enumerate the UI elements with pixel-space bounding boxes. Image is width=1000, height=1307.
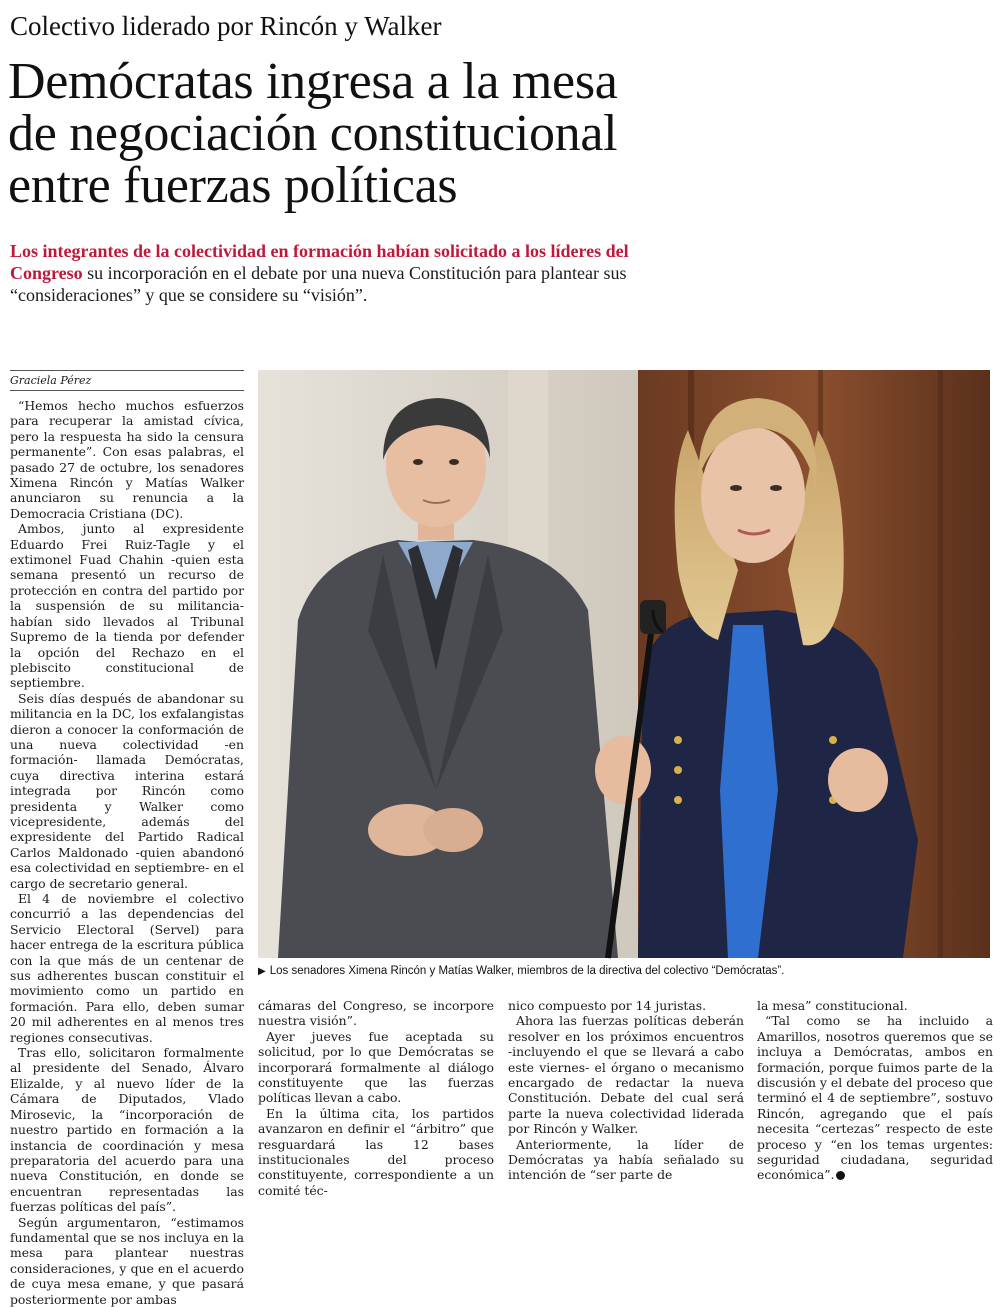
kicker: Colectivo liderado por Rincón y Walker — [10, 11, 442, 41]
caption-arrow-icon: ▶ — [258, 966, 266, 977]
paragraph: Ahora las fuerzas políticas deberán resolver en los próximos encuentros -incluyendo el que se llevará a cabo este viernes- el órgano o mecanismo encargado de redactar la nueva Constitución. Debate del cual será parte la nueva colectividad liderada por Rincón y Walker. — [508, 1013, 744, 1137]
subheadline — [10, 240, 690, 306]
paragraph: nico compuesto por 14 juristas. — [508, 998, 707, 1013]
headline — [8, 53, 988, 214]
article-column-2 — [258, 998, 494, 1198]
headline-line-1: Demócratas ingresa a la mesa — [8, 53, 618, 110]
subheadline-rest: su incorporación en el debate por una nueva Constitución para plantear sus “consideraciones” y que se considere su “visión”. — [10, 263, 627, 305]
paragraph: la mesa” constitucional. — [757, 998, 908, 1013]
paragraph: cámaras del Congreso, se incorpore nuestra visión”. — [258, 998, 494, 1029]
caption-text: Los senadores Ximena Rincón y Matías Walker, miembros de la directiva del colectivo “Demócratas”. — [269, 965, 785, 977]
article-photo — [258, 370, 990, 958]
paragraph: En la última cita, los partidos avanzaron en definir el “árbitro” que resguardará las 12 bases institucionales del proceso constituyente, correspondiente a un comité téc- — [258, 1105, 494, 1198]
paragraph: Anteriormente, la líder de Demócratas ya había señalado su intención de “ser parte de — [508, 1136, 744, 1183]
photo-caption — [258, 964, 990, 979]
paragraph: Tras ello, solicitaron formalmente al presidente del Senado, Álvaro Elizalde, y al nuevo líder de la Cámara de Diputados, Vlado Mirosevic, la “incorporación de nuestro partido en formación a la instancia de coordinación y mesa preparatoria del acuerdo para una nueva Constitución, en donde se encuentran representadas las fuerzas políticas del país”. — [10, 1045, 244, 1215]
article-column-3 — [508, 998, 744, 1183]
paragraph-text: “Tal como se ha incluido a Amarillos, nosotros queremos que se incluya a Demócratas, ambos en formación, porque fuimos parte de la discusión y el debate del proceso que terminó el 4 de septiembre”, sostuvo Rincón, agregando que el país necesita “certezas” respecto de este proceso y “en los temas urgentes: seguridad ciudadana, seguridad económica”. — [757, 1013, 993, 1183]
paragraph: El 4 de noviembre el colectivo concurrió a las dependencias del Servicio Electoral (Servel) para hacer entrega de la escritura pública con la que más de un centenar de sus adherentes buscan constituir el movimiento como un partido en formación. Para ello, deben sumar 20 mil adherentes en al menos tres regiones consecutivas. — [10, 891, 244, 1045]
paragraph: Ambos, junto al expresidente Eduardo Frei Ruiz-Tagle y el extimonel Fuad Chahin -quien esta semana presentó un recurso de protección en contra del partido por la suspensión de su militancia- habían sido llevados al Tribunal Supremo de la tienda por defender la opción del Rechazo en el plebiscito constitucional de septiembre. — [10, 521, 244, 691]
paragraph: Ayer jueves fue aceptada su solicitud, por lo que Demócratas se incorporará formalmente al diálogo constituyente que las fuerzas políticas llevan a cabo. — [258, 1028, 494, 1106]
headline-line-2: de negociación constitucional — [8, 105, 618, 162]
paragraph: Según argumentaron, “estimamos fundamental que se nos incluya en la mesa para plantear nuestras consideraciones, y que en el acuerdo de cuya mesa emane, y que pasará posteriormente por ambas — [10, 1214, 244, 1307]
article-column-4 — [757, 998, 993, 1183]
paragraph: Seis días después de abandonar su militancia en la DC, los exfalangistas dieron a conocer la conformación de una nueva colectividad -en formación- llamada Demócratas, cuya directiva interina estará integrada por Rincón como presidenta y Walker como vicepresidente, además del expresidente del Partido Radical Carlos Maldonado -quien abandonó esa colectividad en septiembre- en el cargo de secretario general. — [10, 690, 244, 891]
byline: Graciela Pérez — [10, 370, 244, 391]
end-mark-icon — [836, 1171, 845, 1180]
headline-line-3: entre fuerzas políticas — [8, 157, 458, 214]
paragraph-last — [757, 1013, 993, 1182]
article-column-1 — [10, 398, 244, 1307]
paragraph: “Hemos hecho muchos esfuerzos para recuperar la amistad cívica, pero la respuesta ha sido la censura permanente”. Con esas palabras, el pasado 27 de octubre, los senadores Ximena Rincón y Matías Walker anunciaron su renuncia a la Democracia Cristiana (DC). — [10, 398, 244, 521]
subheadline-lead: Los integrantes de la colectividad en formación habían solicitado a los líderes del Congreso — [10, 241, 629, 283]
